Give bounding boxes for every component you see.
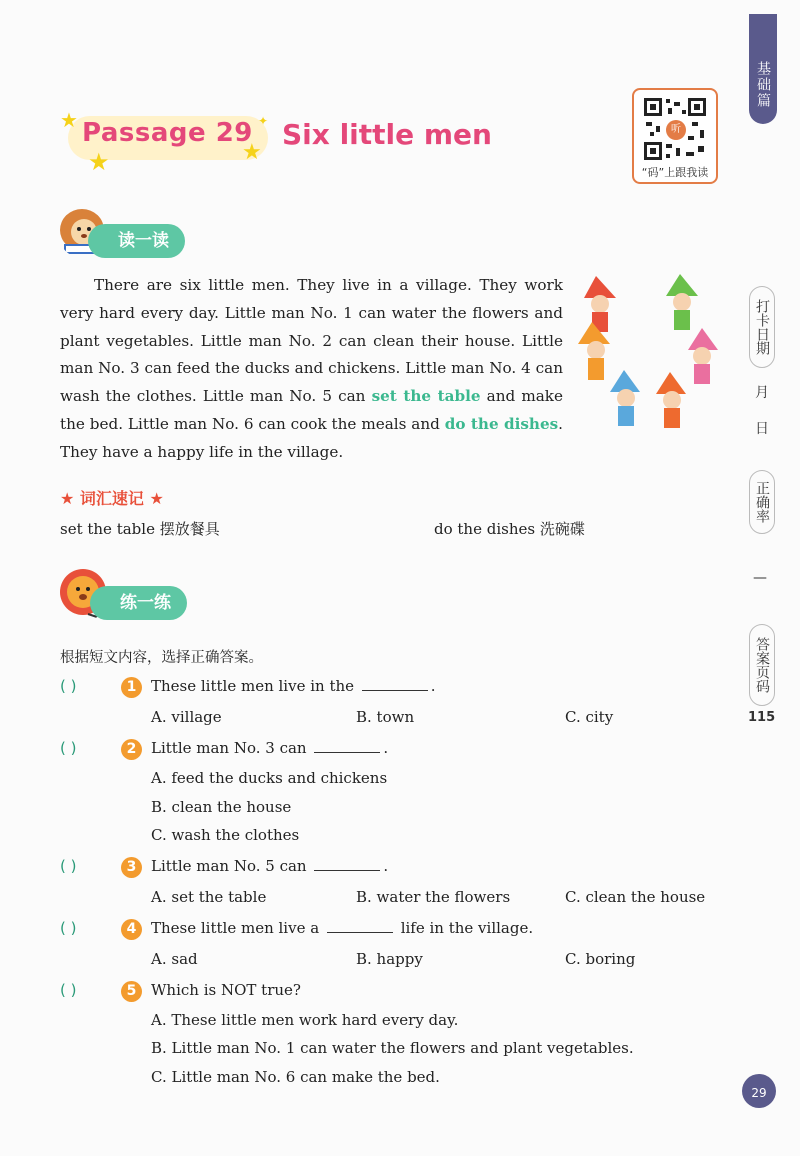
qr-caption: “码”上跟我读	[641, 166, 709, 179]
question-number: 5	[121, 981, 142, 1002]
passage-number: Passage 29	[82, 118, 253, 148]
star-icon: ✦	[258, 114, 269, 128]
qr-code[interactable]	[632, 88, 718, 184]
month-label: 月	[755, 385, 769, 401]
answer-blank	[314, 858, 380, 871]
option-a[interactable]: A. village	[151, 708, 222, 726]
star-icon: ★	[88, 148, 110, 176]
answer-blank	[314, 740, 380, 753]
vocab-item-do-the-dishes: do the dishes 洗碗碟	[434, 520, 585, 538]
star-icon: ★	[242, 140, 262, 165]
option-a[interactable]: A. sad	[151, 950, 198, 968]
question-text: These little men live in the .	[151, 677, 436, 695]
option-b[interactable]: B. happy	[356, 950, 423, 968]
question-number: 3	[121, 857, 142, 878]
accuracy-label: 正确率	[749, 470, 775, 534]
answer-page-label: 答案页码	[749, 624, 775, 706]
option-b[interactable]: B. clean the house	[151, 798, 292, 816]
question-number: 4	[121, 919, 142, 940]
practice-section-badge: 练一练	[90, 586, 187, 620]
option-c[interactable]: C. boring	[565, 950, 636, 968]
accuracy-dash: —	[753, 570, 767, 586]
vocab-heading: ★ 词汇速记 ★	[60, 489, 164, 508]
answer-bracket[interactable]: ( )	[60, 919, 77, 937]
section-tab: 基础篇	[749, 14, 777, 124]
highlight-set-the-table: set the table	[371, 387, 481, 406]
passage-title	[60, 104, 540, 174]
star-icon: ★	[60, 108, 78, 132]
little-man-orange-red	[656, 372, 686, 428]
option-c[interactable]: C. city	[565, 708, 614, 726]
option-b[interactable]: B. Little man No. 1 can water the flowers and plant vegetables.	[151, 1039, 634, 1057]
answer-blank	[327, 920, 393, 933]
option-b[interactable]: B. water the flowers	[356, 888, 511, 906]
listen-icon: 听	[666, 120, 686, 140]
passage-text: There are six little men. They live in a village. They work very hard every day. Little man No. 1 can water the flowers and plant vegetables. Little man No. 2 can clean their house. Little man No. 3 can feed the ducks and chickens. Little man No. 4 can wash the clothes. Little man No. 5 can set the table and make the bed. Little man No. 6 can cook the meals and do the dishes. They have a happy life in the village.	[60, 276, 563, 461]
answer-blank	[362, 678, 428, 691]
answer-bracket[interactable]: ( )	[60, 677, 77, 695]
little-man-red	[584, 276, 616, 332]
passage-name: Six little men	[282, 118, 492, 151]
question-text: Little man No. 5 can .	[151, 857, 389, 875]
read-section-badge: 读一读	[88, 224, 185, 258]
instruction-text: 根据短文内容，选择正确答案。	[60, 650, 263, 666]
question-number: 2	[121, 739, 142, 760]
page-number-paw-icon: 29	[742, 1074, 776, 1108]
option-b[interactable]: B. town	[356, 708, 415, 726]
option-a[interactable]: A. These little men work hard every day.	[151, 1011, 459, 1029]
question-text: Which is NOT true?	[151, 981, 301, 999]
question-number: 1	[121, 677, 142, 698]
six-little-men-illustration	[576, 272, 724, 432]
option-a[interactable]: A. feed the ducks and chickens	[151, 769, 388, 787]
answer-bracket[interactable]: ( )	[60, 981, 77, 999]
option-c[interactable]: C. clean the house	[565, 888, 706, 906]
option-a[interactable]: A. set the table	[151, 888, 267, 906]
option-c[interactable]: C. Little man No. 6 can make the bed.	[151, 1068, 440, 1086]
question-text: Little man No. 3 can .	[151, 739, 389, 757]
little-man-pink	[688, 328, 718, 384]
answer-page-number: 115	[748, 710, 776, 725]
day-label: 日	[755, 421, 769, 437]
little-man-blue	[610, 370, 640, 426]
answer-bracket[interactable]: ( )	[60, 739, 77, 757]
option-c[interactable]: C. wash the clothes	[151, 826, 300, 844]
little-man-green	[666, 274, 698, 330]
vocab-item-set-the-table: set the table 摆放餐具	[60, 520, 220, 538]
highlight-do-the-dishes: do the dishes	[444, 414, 559, 433]
question-text: These little men live a life in the village.	[151, 919, 534, 937]
checkin-date-label: 打卡日期	[749, 286, 775, 368]
answer-bracket[interactable]: ( )	[60, 857, 77, 875]
